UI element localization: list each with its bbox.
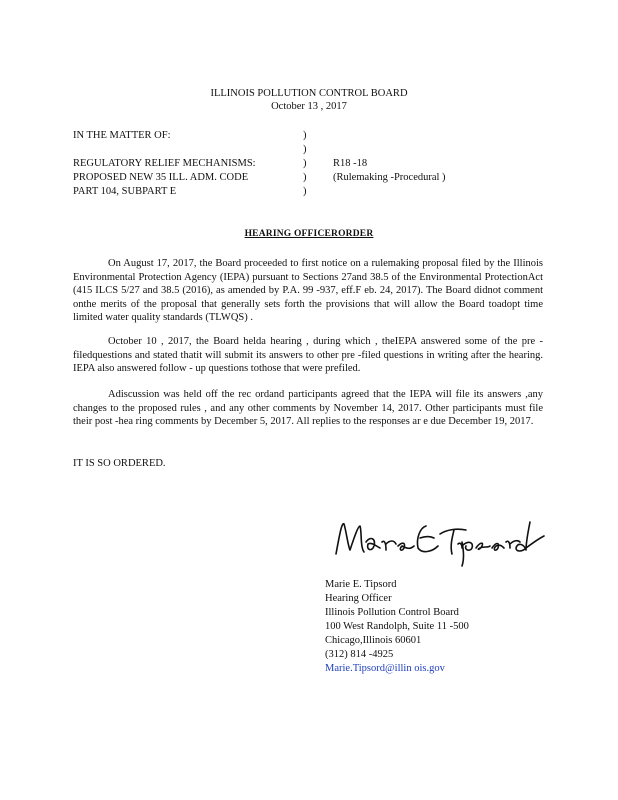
- officer-phone: (312) 814 -4925: [325, 649, 394, 660]
- caption-paren: ): [303, 186, 307, 197]
- docket-number: R18 -18: [333, 158, 368, 169]
- caption-paren: ): [303, 172, 307, 183]
- handwritten-signature: [330, 512, 550, 572]
- officer-organization: Illinois Pollution Control Board: [325, 607, 459, 618]
- order-title: HEARING OFFICERORDER: [244, 229, 374, 239]
- body-paragraph: Adiscussion was held off the rec ordand participants agreed that the IEPA will file its answers ,any changes to the proposed rules , and any other comments by November 14, 2017. Other participants must file their post -hea ring comments by December 5, 2017. All replies to the responses ar e due December 19, 2017.: [73, 389, 543, 427]
- caption-paren: ): [303, 130, 307, 141]
- body-paragraph: October 10 , 2017, the Board helda hearing , during which , theIEPA answered some of the pre -filedquestions and stated thatit will submit its answers to other pre -filed questions in writing after the hearing. IEPA also answered follow - up questions tothose that were prefiled.: [73, 336, 543, 374]
- officer-title: Hearing Officer: [325, 593, 392, 604]
- caption-line-1: REGULATORY RELIEF MECHANISMS:: [73, 158, 256, 169]
- body-paragraph: On August 17, 2017, the Board proceeded to first notice on a rulemaking proposal filed by the Illinois Environmental Protection Agency (IEPA) pursuant to Sections 27and 38.5 of the Environmental ProtectionAct (415 ILCS 5/27 and 38.5 (2016), as amended by P.A. 99 -937, eff.F eb. 24, 2017). The Board didnot comment onthe merits of the proposal that generally sets forth the provisions that will allow the Board toadopt time limited water quality standards (TLWQS) .: [73, 258, 543, 323]
- closing-line: IT IS SO ORDERED.: [73, 458, 166, 469]
- board-name: ILLINOIS POLLUTION CONTROL BOARD: [210, 88, 408, 99]
- order-date: October 13 , 2017: [271, 101, 347, 112]
- caption-paren: ): [303, 158, 307, 169]
- caption-paren: ): [303, 144, 307, 155]
- officer-email-link[interactable]: Marie.Tipsord@illin ois.gov: [325, 663, 445, 674]
- caption-line-3: PART 104, SUBPART E: [73, 186, 177, 197]
- officer-name: Marie E. Tipsord: [325, 579, 397, 590]
- caption-line-2: PROPOSED NEW 35 ILL. ADM. CODE: [73, 172, 249, 183]
- caption-matter-of: IN THE MATTER OF:: [73, 130, 171, 141]
- officer-city: Chicago,Illinois 60601: [325, 635, 422, 646]
- officer-address: 100 West Randolph, Suite 11 -500: [325, 621, 469, 632]
- docket-type: (Rulemaking -Procedural ): [333, 172, 446, 183]
